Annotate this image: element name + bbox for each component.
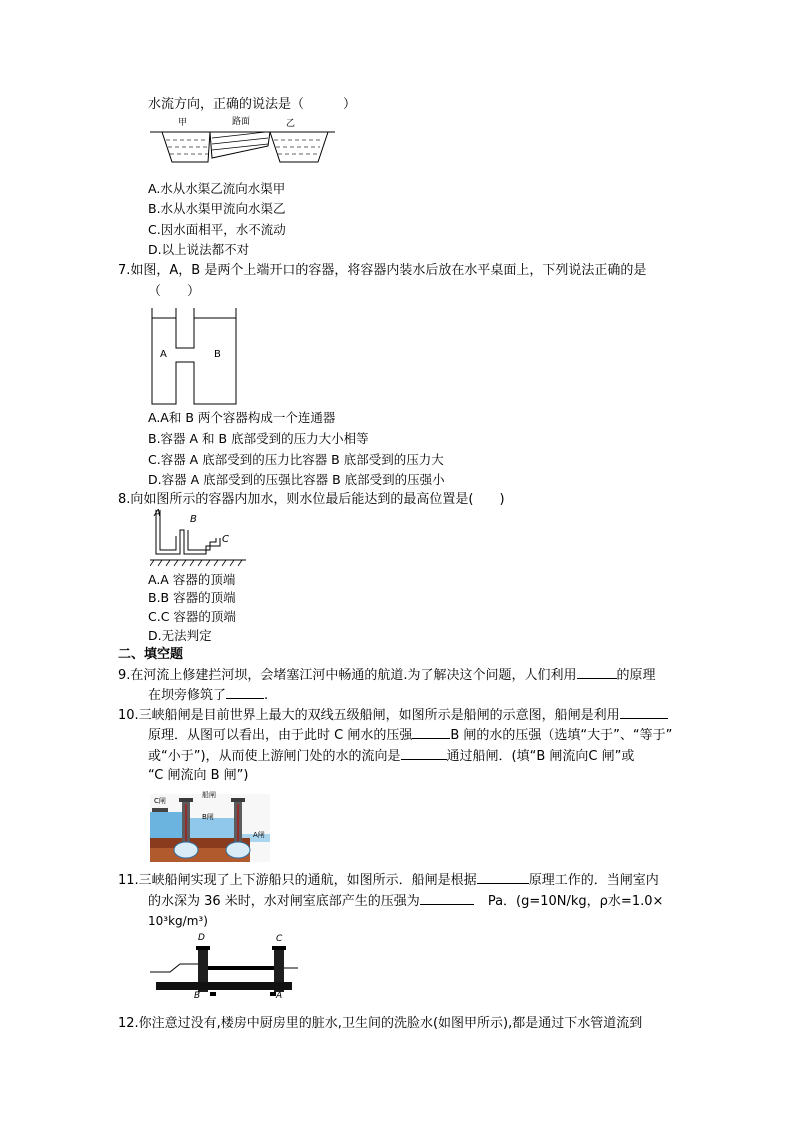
q9-line1	[118, 665, 656, 685]
q7-stem-paren: （ ）	[148, 284, 201, 299]
q7-option-b: B.容器 A 和 B 底部受到的压力大小相等	[148, 431, 369, 446]
q11-fig-label-b: B	[194, 991, 201, 1001]
q7-option-c: C.容器 A 底部受到的压力比容器 B 底部受到的压力大	[148, 452, 444, 467]
q8-fig-label-b: B	[190, 514, 197, 525]
q7-stem: 7.如图，A，B 是两个上端开口的容器，将容器内装水后放在水平桌面上，下列说法正确的是	[118, 263, 647, 278]
q10-blank-1[interactable]	[620, 705, 668, 719]
q10-line3-text: 或“小于”)，从而使上游闸门处的水的流向是	[148, 749, 401, 764]
q10-fig-label-ship: 船闸	[202, 791, 216, 799]
q8-fig-label-a: A	[154, 508, 161, 519]
q11-fig-label-d: D	[198, 933, 205, 943]
q9-blank-2[interactable]	[226, 685, 264, 699]
q11-fig-label-c: C	[276, 934, 283, 944]
q9-line1-text: 9.在河流上修建拦河坝，会堵塞江河中畅通的航道.为了解决这个问题，人们利用	[118, 668, 577, 683]
section-heading-fill-in: 二、填空题	[118, 647, 184, 662]
q11-blank-1[interactable]	[477, 870, 529, 884]
q9-line2	[148, 685, 268, 705]
q11-blank-2[interactable]	[420, 891, 474, 905]
q6-option-d: D.以上说法都不对	[148, 242, 250, 257]
q10-line2-tail: B 闸的水的压强（选填“大于”、“等于”	[450, 728, 673, 743]
q10-line1	[118, 705, 668, 725]
q10-line2	[148, 725, 672, 745]
q8-fig-label-c: C	[222, 534, 229, 545]
q10-blank-3[interactable]	[401, 746, 447, 760]
q9-line2-tail: .	[264, 688, 269, 703]
q12-line1: 12.你注意过没有,楼房中厨房里的脏水,卫生间的洗脸水(如图甲所示),都是通过下水管道流到	[118, 1016, 643, 1031]
q10-fig-label-c: C闸	[154, 797, 166, 805]
q7-fig-label-b: B	[214, 349, 221, 360]
q8-option-d: D.无法判定	[148, 628, 212, 643]
q10-line1-text: 10.三峡船闸是目前世界上最大的双线五级船闸，如图所示是船闸的示意图，船闸是利用	[118, 708, 620, 723]
q11-line1-tail: 原理工作的．当闸室内	[528, 873, 659, 888]
q10-line4: “C 闸流向 B 闸”)	[148, 768, 249, 783]
q8-containers-figure	[150, 508, 250, 570]
q9-line1-tail: 的原理	[616, 668, 656, 683]
q6-stem-tail: 水流方向，正确的说法是（ ）	[148, 97, 357, 112]
q9-blank-1[interactable]	[577, 665, 617, 679]
q7-fig-label-a: A	[160, 349, 167, 360]
q11-line1-text: 11.三峡船闸实现了上下游船只的通航，如图所示．船闸是根据	[118, 873, 477, 888]
q6-fig-label-road: 路面	[232, 117, 251, 127]
q10-line2-text: 原理．从图可以看出，由于此时 C 闸水的压强	[148, 728, 413, 743]
q10-fig-label-b: B闸	[202, 813, 214, 821]
q6-option-b: B.水从水渠甲流向水渠乙	[148, 201, 286, 216]
q11-line2-text: 的水深为 36 米时，水对闸室底部产生的压强为	[148, 894, 420, 909]
q11-fig-label-a: A	[276, 991, 283, 1001]
q11-line1	[118, 870, 659, 890]
q8-option-b: B.B 容器的顶端	[148, 590, 236, 605]
q10-blank-2[interactable]	[412, 725, 450, 739]
q10-fig-label-a: A闸	[253, 831, 265, 839]
q7-option-d: D.容器 A 底部受到的压强比容器 B 底部受到的压强小	[148, 472, 445, 487]
q8-stem: 8.向如图所示的容器内加水，则水位最后能达到的最高位置是( )	[118, 492, 505, 507]
q6-option-c: C.因水面相平，水不流动	[148, 222, 286, 237]
q7-option-a: A.A和 B 两个容器构成一个连通器	[148, 410, 336, 425]
q6-option-a: A.水从水渠乙流向水渠甲	[148, 181, 286, 196]
q8-option-c: C.C 容器的顶端	[148, 609, 236, 624]
q10-line3	[148, 746, 634, 766]
q11-line2-tail: Pa．(g=10N/kg，ρ水=1.0×	[487, 894, 664, 909]
q11-line3: 10³kg/m³)	[148, 914, 208, 928]
q10-line3-tail: 通过船闸．(填“B 闸流向C 闸”或	[446, 749, 635, 764]
q8-option-a: A.A 容器的顶端	[148, 572, 236, 587]
q9-line2-text: 在坝旁修筑了	[148, 688, 227, 703]
q10-ship-lock-figure	[150, 794, 270, 862]
q6-fig-label-left: 甲	[178, 118, 188, 128]
q6-fig-label-right: 乙	[286, 119, 296, 129]
q11-line2	[148, 891, 663, 911]
